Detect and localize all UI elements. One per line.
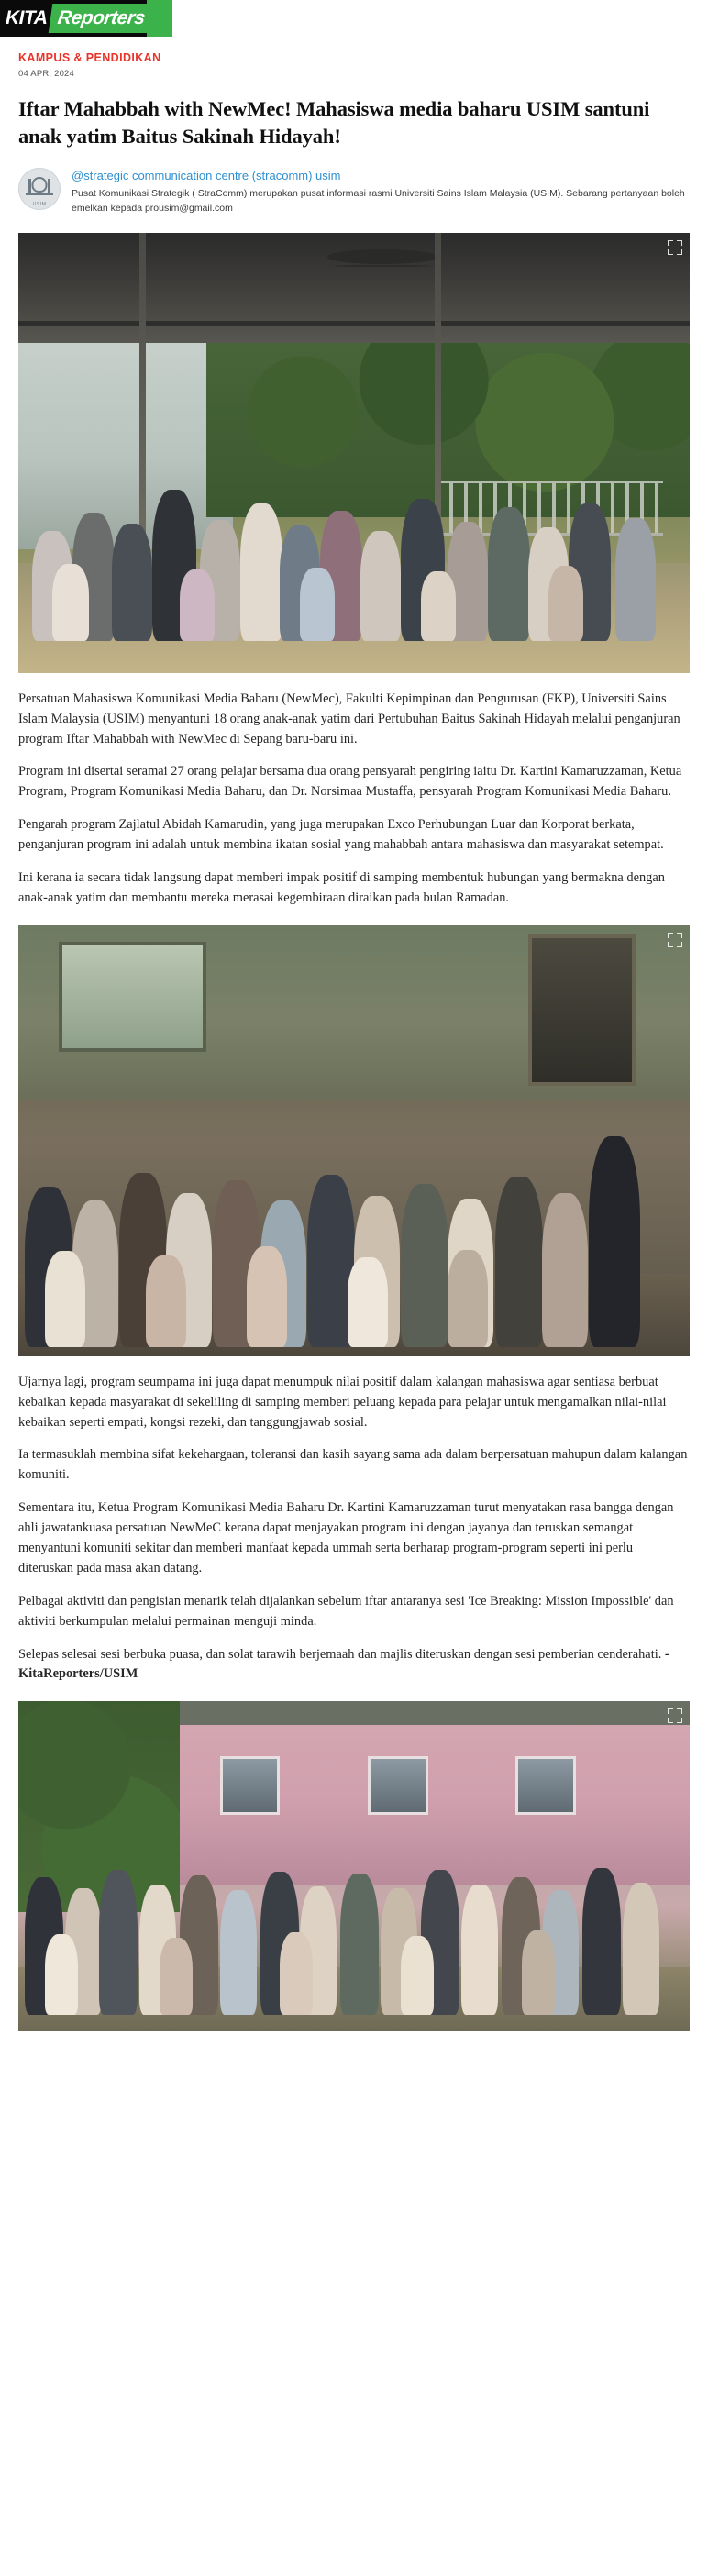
mosque-dome-icon <box>32 177 48 193</box>
logo-text-kita: KITA <box>6 7 48 28</box>
paragraph: Persatuan Mahasiswa Komunikasi Media Baharu (NewMec), Fakulti Kepimpinan dan Pengurusan (FKP), Universiti Sains Islam Malaysia (USIM) menyantuni 18 orang anak-anak yatim dari Pertubuhan Baitus Sakinah Hidayah melalui penganjuran program Iftar Mahabbah with NewMec di Sepang baru-baru ini. <box>18 691 680 746</box>
byline <box>18 168 690 216</box>
paragraph: Pelbagai aktiviti dan pengisian menarik telah dijalankan sebelum iftar antaranya sesi 'Ice Breaking: Mission Impossible' dan aktiviti berkumpulan melalui permainan menguji minda. <box>18 1593 674 1629</box>
author-description: Pusat Komunikasi Strategik ( StraComm) merupakan pusat informasi rasmi Universiti Sains Islam Malaysia (USIM). Sebarang pertanyaan boleh emelkan kepada prousim@gmail.com <box>72 188 685 215</box>
logo-accent-block <box>147 0 172 37</box>
photo-2-window <box>59 942 206 1052</box>
paragraph-final-text: Selepas selesai sesi berbuka puasa, dan solat tarawih berjemaah dan majlis diteruskan dengan sesi pemberian cenderahati. <box>18 1646 662 1662</box>
photo-3-crowd <box>18 1804 690 2015</box>
expand-icon[interactable] <box>668 933 682 947</box>
article-signature: - KitaReporters/USIM <box>18 1646 669 1682</box>
photo-3-roofline <box>139 1701 690 1725</box>
site-masthead <box>0 0 708 39</box>
article-photo-2[interactable] <box>18 925 690 1356</box>
paragraph: Program ini disertai seramai 27 orang pelajar bersama dua orang pensyarah pengiring iaitu Dr. Kartini Kamaruzzaman, Ketua Program, Program Komunikasi Media Baharu, dan Dr. Norsimaa Mustaffa, pensyarah Program Komunikasi Media Baharu. <box>18 764 682 800</box>
expand-icon[interactable] <box>668 1708 682 1723</box>
avatar[interactable] <box>18 168 61 210</box>
article-text-block-2 <box>18 1373 690 1686</box>
site-logo[interactable] <box>0 0 147 37</box>
photo-1-crowd <box>18 430 690 641</box>
article-date: 04 APR, 2024 <box>18 69 75 79</box>
page-title: Iftar Mahabbah with NewMec! Mahasiswa media baharu USIM santuni anak yatim Baitus Sakinah Hidayah! <box>18 97 650 148</box>
byline-text <box>72 168 690 216</box>
expand-icon[interactable] <box>668 240 682 255</box>
photo-2-crowd <box>18 1072 690 1347</box>
author-handle[interactable]: @strategic communication centre (stracomm) usim <box>72 169 341 183</box>
article-category[interactable]: KAMPUS & PENDIDIKAN <box>18 51 161 64</box>
logo-text-reporters: Reporters <box>49 4 147 33</box>
paragraph-final <box>18 1645 690 1686</box>
paragraph: Ini kerana ia secara tidak langsung dapat memberi impak positif di samping membentuk hubungan yang bermakna dengan anak-anak yatim dan membantu mereka merasai kegembiraan diraikan pada bulan Ramadan. <box>18 870 665 905</box>
photo-2-door <box>528 934 636 1086</box>
photo-1-roof <box>18 233 690 343</box>
article-photo-3[interactable] <box>18 1701 690 2031</box>
paragraph: Ia termasuklah membina sifat kekehargaan, toleransi dan kasih sayang sama ada dalam berpersatuan mahupun dalam kalangan komuniti. <box>18 1447 688 1483</box>
mosque-base-icon <box>26 193 53 200</box>
paragraph: Pengarah program Zajlatul Abidah Kamarudin, yang juga merupakan Exco Perhubungan Luar dan Korporat berkata, penganjuran program ini adalah untuk membina ikatan sosial yang mahabbah antara mahasiswa dan masyarakat setempat. <box>18 817 664 853</box>
article-photo-1[interactable] <box>18 233 690 673</box>
paragraph: Sementara itu, Ketua Program Komunikasi Media Baharu Dr. Kartini Kamaruzzaman turut menyatakan rasa bangga dengan ahli jawatankuasa persatuan NewMeC kerana dapat menjayakan program ini dengan jayanya dan teruskan semangat menyantuni komuniti sekitar dan memberi manfaat kepada ummah serta berharap program-program seperti ini perlu diteruskan pada masa akan datang. <box>18 1500 674 1575</box>
ceiling-fan-icon <box>327 249 437 264</box>
paragraph: Ujarnya lagi, program seumpama ini juga dapat menumpuk nilai positif dalam kalangan mahasiswa agar sentiasa berbuat kebaikan kepada masyarakat di sekeliling di samping memberi peluang kepada para pelajar untuk mengamalkan nilai-nilai kebaikan seperti empati, kongsi rezeki, dan tanggungjawab sosial. <box>18 1374 667 1430</box>
article-body <box>0 51 708 2031</box>
avatar-label: USIM <box>32 202 47 208</box>
article-text-block-1 <box>18 690 690 909</box>
